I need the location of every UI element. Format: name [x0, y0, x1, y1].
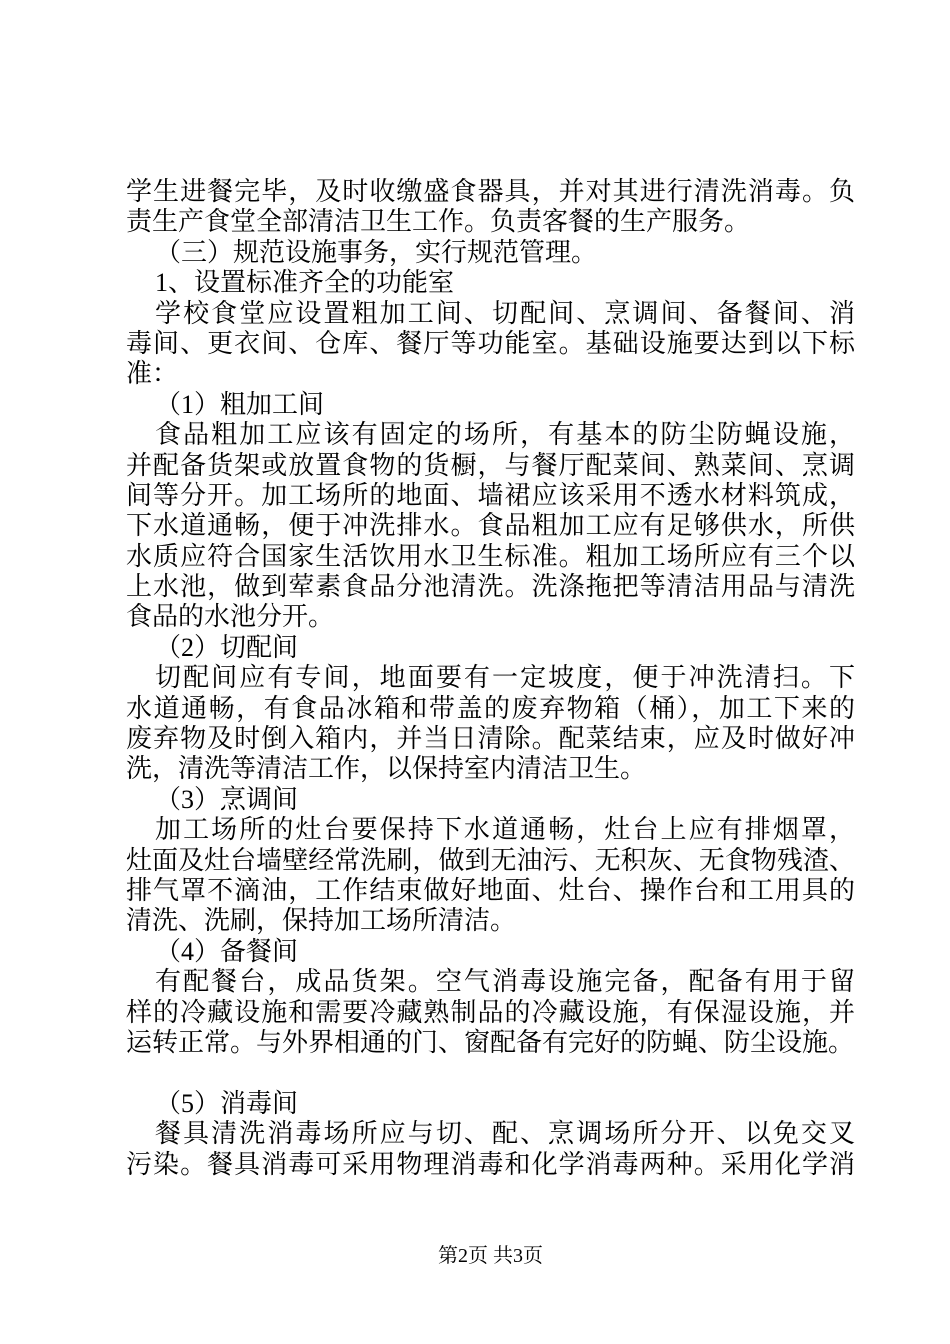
- text-line: 责生产食堂全部清洁卫生工作。负责客餐的生产服务。: [126, 207, 751, 237]
- text-line: 毒间、更衣间、仓库、餐厅等功能室。基础设施要达到以下标: [126, 328, 855, 358]
- text-line: （3）烹调间: [155, 784, 299, 814]
- text-line: 下水道通畅，便于冲洗排水。食品粗加工应有足够供水，所供: [126, 511, 855, 541]
- text-line: 样的冷藏设施和需要冷藏熟制品的冷藏设施，有保湿设施，并: [126, 997, 855, 1027]
- text-line: 学生进餐完毕，及时收缴盛食器具，并对其进行清洗消毒。负: [126, 177, 855, 206]
- text-line: 学校食堂应设置粗加工间、切配间、烹调间、备餐间、消: [155, 298, 855, 328]
- text-line: 灶面及灶台墙壁经常洗刷，做到无油污、无积灰、无食物残渣、: [126, 845, 855, 875]
- text-line: （2）切配间: [155, 632, 299, 662]
- text-line: （三）规范设施事务，实行规范管理。: [155, 237, 598, 267]
- text-line: 餐具清洗消毒场所应与切、配、烹调场所分开、以免交叉: [155, 1119, 855, 1149]
- text-line: 加工场所的灶台要保持下水道通畅，灶台上应有排烟罩，: [155, 815, 855, 845]
- page-footer: 第2页 共3页: [438, 1245, 543, 1267]
- text-line: 污染。餐具消毒可采用物理消毒和化学消毒两种。采用化学消: [126, 1149, 855, 1179]
- text-line: （1）粗加工间: [155, 389, 325, 419]
- text-line: 上水池，做到荤素食品分池清洗。洗涤拖把等清洁用品与清洗: [126, 572, 855, 602]
- text-line: 洗，清洗等清洁工作，以保持室内清洁卫生。: [126, 754, 647, 784]
- text-line: 并配备货架或放置食物的货橱，与餐厅配菜间、熟菜间、烹调: [126, 450, 855, 480]
- text-line: 准：: [126, 359, 179, 389]
- text-line: 食品的水池分开。: [126, 602, 335, 632]
- blank-line: [126, 1058, 855, 1088]
- text-line: （4）备餐间: [155, 936, 299, 966]
- text-line: 切配间应有专间，地面要有一定坡度，便于冲洗清扫。下: [155, 663, 855, 693]
- text-line: 有配餐台，成品货架。空气消毒设施完备，配备有用于留: [155, 967, 855, 997]
- text-line: 运转正常。与外界相通的门、窗配备有完好的防蝇、防尘设施。: [126, 1027, 855, 1057]
- text-line: 清洗、洗刷，保持加工场所清洁。: [126, 906, 517, 936]
- text-line: 排气罩不滴油，工作结束做好地面、灶台、操作台和工用具的: [126, 875, 855, 905]
- text-line: 废弃物及时倒入箱内，并当日清除。配菜结束，应及时做好冲: [126, 724, 855, 754]
- text-line: 水道通畅，有食品冰箱和带盖的废弃物箱（桶），加工下来的: [126, 693, 855, 723]
- text-line: 水质应符合国家生活饮用水卫生标准。粗加工场所应有三个以: [126, 541, 855, 571]
- text-line: 1、设置标准齐全的功能室: [155, 268, 455, 298]
- text-line: 间等分开。加工场所的地面、墙裙应该采用不透水材料筑成，: [126, 480, 855, 510]
- text-line: （5）消毒间: [155, 1088, 299, 1118]
- text-line: 食品粗加工应该有固定的场所，有基本的防尘防蝇设施，: [155, 420, 855, 450]
- document-body: [126, 177, 855, 1180]
